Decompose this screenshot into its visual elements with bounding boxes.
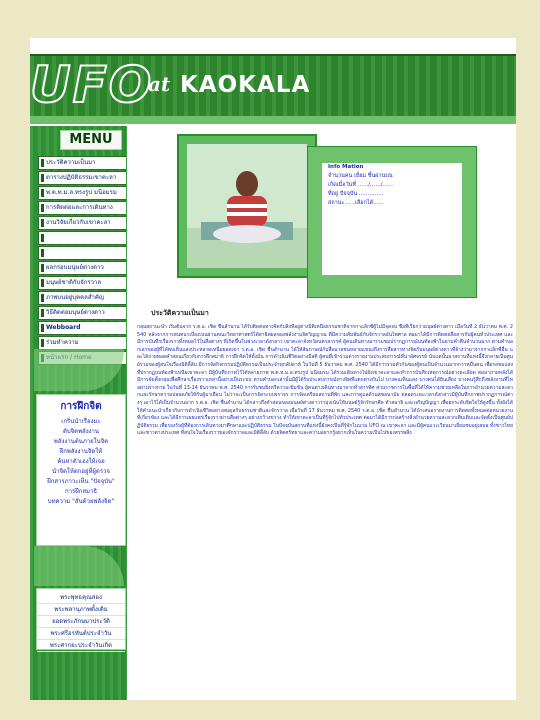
logo-kaokala: KAOKALA bbox=[180, 72, 311, 98]
photo-frame bbox=[177, 134, 317, 278]
bullet-icon bbox=[41, 339, 44, 347]
training-link[interactable]: ค้นหาตัวเองให้เจอ bbox=[57, 458, 105, 465]
bullet-icon bbox=[41, 174, 44, 182]
amulet-link[interactable]: พระพุทธคุณสอง bbox=[37, 592, 125, 604]
info-line: ที่อยู่ ปัจจุบัน .............. bbox=[328, 191, 384, 197]
logo-at: at bbox=[148, 72, 171, 96]
amulet-link[interactable]: พระพลานุภาพดั้งเดิม bbox=[37, 604, 125, 616]
menu-item[interactable] bbox=[38, 246, 126, 260]
training-link[interactable]: เกริ่นนำเรื่องมะ bbox=[61, 418, 101, 425]
bullet-icon bbox=[41, 294, 44, 302]
meditating-person-image bbox=[187, 144, 307, 268]
menu-item-webboard[interactable]: Webboard bbox=[38, 321, 126, 335]
info-panel bbox=[322, 163, 462, 275]
info-frame bbox=[307, 146, 477, 298]
amulet-box bbox=[36, 588, 126, 650]
menu-item[interactable]: ภาพบนอยู่บุคคลสำคัญ bbox=[38, 291, 126, 305]
info-line: จำนวนคน เยี่ยม ชิ้นผ่านบน bbox=[328, 173, 393, 179]
article-body bbox=[137, 324, 513, 696]
history-title: ประวัติความเป็นมา bbox=[151, 309, 209, 317]
menu-item[interactable]: มนุษย์ชาติกับจักรวาล bbox=[38, 276, 126, 290]
sidebar bbox=[30, 126, 127, 700]
bullet-icon bbox=[41, 264, 44, 272]
training-title: การฝึกจิต bbox=[60, 401, 102, 412]
menu-item[interactable]: งานวิจัยเกี่ยวกับเขาคะลา bbox=[38, 216, 126, 230]
decorative-leaf bbox=[34, 546, 124, 586]
training-link[interactable]: ฝึกพลังงานจิตให้ bbox=[59, 448, 103, 455]
training-link[interactable]: นำจิตให้ตกอยู่ที่ผู้ตรวจ bbox=[52, 468, 110, 475]
site-banner bbox=[30, 54, 516, 118]
bullet-icon bbox=[41, 309, 44, 317]
info-header: Info Mation bbox=[328, 164, 364, 170]
decorative-leaf bbox=[34, 349, 124, 391]
bullet-icon bbox=[41, 189, 44, 197]
menu-list bbox=[38, 156, 126, 366]
training-link[interactable]: ฝึกสารภาวะเห็น "ปัจจุบัน" bbox=[47, 478, 115, 485]
training-link[interactable]: ดับจิตพลังงาน bbox=[62, 428, 100, 435]
banner-strip bbox=[30, 116, 516, 124]
menu-item[interactable]: ร่วมทำความ bbox=[38, 336, 126, 350]
amulet-link[interactable]: พระศากยะประจำวันเกิด bbox=[37, 640, 125, 652]
menu-item[interactable]: ผลกรอบมนุษย์ต่างดาว bbox=[38, 261, 126, 275]
menu-item[interactable] bbox=[38, 231, 126, 245]
training-box bbox=[36, 394, 126, 546]
bullet-icon bbox=[41, 234, 44, 242]
logo-ufo: UFO bbox=[30, 56, 154, 114]
founder-photo bbox=[187, 144, 307, 268]
top-bar bbox=[30, 38, 516, 54]
bullet-icon bbox=[41, 249, 44, 257]
menu-item[interactable]: ประวัติความเป็นมา bbox=[38, 156, 126, 170]
training-link[interactable]: บทความ "สั่นด้วยพลังจิต" bbox=[47, 498, 115, 505]
bullet-icon bbox=[41, 219, 44, 227]
page bbox=[30, 38, 516, 700]
bullet-icon bbox=[41, 279, 44, 287]
bullet-icon bbox=[41, 324, 44, 332]
bullet-icon bbox=[41, 204, 44, 212]
menu-item[interactable]: วิธีติดต่อมนุษย์ต่างดาว bbox=[38, 306, 126, 320]
training-link[interactable]: พลังงานต้นภายในจิต bbox=[53, 438, 109, 445]
info-line: สถานะ......เลือกได้...... bbox=[328, 200, 384, 206]
amulet-list bbox=[37, 592, 125, 652]
amulet-link[interactable]: พระศรีอรหันต์ประจำวัน bbox=[37, 628, 125, 640]
bullet-icon bbox=[41, 159, 44, 167]
menu-title: MENU bbox=[60, 130, 122, 150]
amulet-link[interactable]: ยอดพระภักษมาประวัติ bbox=[37, 616, 125, 628]
menu-item[interactable]: พ.ต.ท.ม.ล.ทรงรูป มนีอมรม bbox=[38, 186, 126, 200]
article-text: กลุ่มสถานะนำ เริ่มต้นจาก ร.ต.อ. เชิด ชื่นสำนาน ได้รับติดต่อทางจิตกับสิ่งที่อยู่ต่างมิติเหนือธรรมชาติจากกาแล็กซี่ผู้ไม่มีจุดจบ ชื่อที่เรียกว่ามนุษย์ต่างดาว เมื่อวันที่ 2 ธันวาคม พ.ศ. 2540 หลังจากการสนทนาเบี่ยงเบนผ่านคณะวิทยาศาสตร์ได้สาธิตผลของพลังงานจิตวิญญาณ ที่มีความสัมพันธ์กับจักรวาลอันไพศาล ต่อมาได้มีการติดต่อสื่อสารกับผู้คนทั่วประเทศ และมีการบันทึกเรื่องราวทั้งหมดไว้ในสื่อต่างๆ ที่เกิดขึ้นในช่วงเวลาดังกล่าว เขาคะลาจังหวัดนครสวรรค์ ผู้คนเดินทางมาร่วมชมปรากฏการณ์บนท้องฟ้าในยามค่ำคืนจำนวนมาก ตามคำบอกเล่าของผู้ที่ได้พบเห็นแสงประหลาดเหนือยอดเขา ร.ต.อ. เชิด ชื่นสำนาน ได้ให้สัมภาษณ์กับสื่อมวลชนหลายแขนงถึงการสื่อสารทางจิตกับมนุษย์ต่างดาวที่อ้างว่ามาจากกาแล็กซี่อื่น และได้ถ่ายทอดคำสอนเกี่ยวกับการฝึกสมาธิ การฝึกจิตให้ตั้งมั่น การดำเนินชีวิตอย่างมีสติ ผู้คนที่เข้าร่วมต่างรายงานประสบการณ์ที่น่าอัศจรรย์ นับแต่นั้นมาสถานที่แห่งนี้จึงกลายเป็นศูนย์รวมของผู้สนใจเรื่องมิติลี้ลับ มีการจัดกิจกรรมปฏิบัติธรรมเป็นประจำทุกสัปดาห์ ในวันที่ 5 ธันวาคม พ.ศ. 2540 ได้มีการรวมตัวกันของผู้คนเป็นจำนวนมากกว่าหมื่นคน เพื่อรอชมแสงที่ปรากฏบนท้องฟ้าเหนือเขาคะลา มีผู้บันทึกภาพไว้ได้หลายภาพ พ.ต.ท.ม.ล.ทรงรูป มนีอมรม ได้ร่วมเดินทางไปยังเขาคะลาและทำการบันทึกเหตุการณ์อย่างละเอียด ต่อมาภายหลังได้มีการจัดตั้งกลุ่มเพื่อศึกษาเรื่องราวเหล่านี้อย่างเป็นระบบ ตามคำบอกเล่านั้นมีผู้ได้รับประสบการณ์ทางจิตที่แตกต่างกันไป บางคนเห็นแสง บางคนได้ยินเสียง บางคนรู้สึกถึงพลังงานที่ไหลผ่านร่างกาย ในวันที่ 13-14 ธันวาคม พ.ศ. 2540 การรับชมยิ่งทวีความเข้มข้น ผู้คนต่างเดินทางมาจากทั่วสารทิศ ส่วนราชการในพื้นที่ได้ให้ความช่วยเหลือในการอำนวยความสะดวกและรักษาความปลอดภัยให้กับผู้มาเยือน ไม่ว่าจะเป็นการจัดระบบจราจร การจัดเตรียมสถานที่พัก และการดูแลด้านสุขอนามัย ตลอดระยะเวลาดังกล่าวมีผู้บันทึกภาพปรากฏการณ์ต่างๆ เอาไว้ได้เป็นจำนวนมาก ร.ต.อ. เชิด ชื่นสำนาน ได้กล่าวถึงคำสอนของมนุษย์ต่างดาวว่ามุ่งเน้นให้มนุษย์รู้จักรักษาศีล ทำสมาธิ และเจริญปัญญา เพื่อยกระดับจิตใจให้สูงขึ้น ทั้งยังได้ให้คำแนะนำเกี่ยวกับการดำเนินชีวิตอย่างสมดุลกับธรรมชาติและจักรวาล เมื่อวันที่ 17 ธันวาคม พ.ศ. 2540 ร.ต.อ. เชิด ชื่นสำนาน ได้นำเสนอรายงานการติดต่อทั้งหมดต่อหน่วยงานที่เกี่ยวข้อง และได้มีการเผยแพร่เรื่องราวผ่านสื่อต่างๆ อย่างกว้างขวาง ทำให้เขาคะลาเป็นที่รู้จักไปทั่วประเทศ ต่อมาได้มีการก่อสร้างสิ่งอำนวยความสะดวกเพิ่มเติมและจัดตั้งเป็นศูนย์ปฏิบัติธรรม เพื่อรองรับผู้ที่ต้องการเดินทางมาศึกษาและปฏิบัติธรรม ในปัจจุบันสถานที่แห่งนี้ยังคงเป็นที่รู้จักในนาม UFO ณ เขาคะลา และมีผู้คนแวะเวียนมาเยี่ยมชมอยู่เสมอ ทั้งชาวไทยและชาวต่างประเทศ ที่สนใจในเรื่องราวของจักรวาลและมิติลี้ลับ ด้วยจิตศรัทธาและความอยากรู้อยากเห็นในความเป็นไปของสรรพสิ่ง bbox=[137, 324, 513, 437]
info-line: เกิดเมื่อวันที่ ....../....../...... bbox=[328, 182, 393, 188]
menu-item[interactable]: การติดต่อและการเดินทาง bbox=[38, 201, 126, 215]
main-content bbox=[127, 126, 516, 700]
menu-item[interactable]: ตารางปฏิบัติธรรมเขาคะลา bbox=[38, 171, 126, 185]
training-link[interactable]: การฝึกสมาธิ bbox=[64, 488, 98, 495]
training-list bbox=[37, 417, 125, 507]
